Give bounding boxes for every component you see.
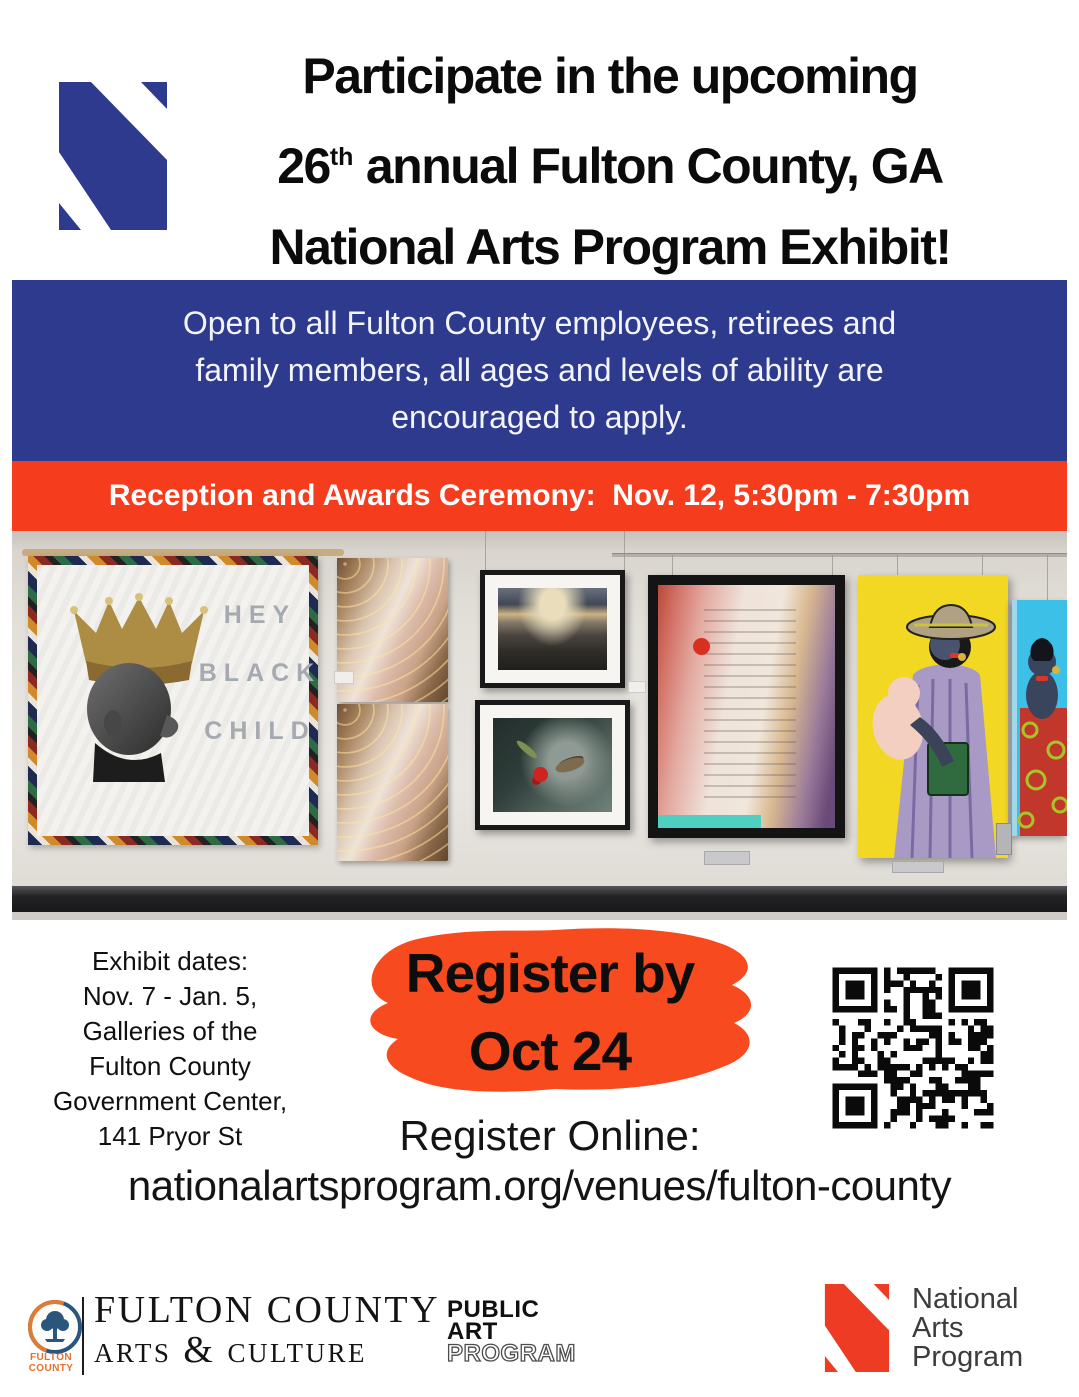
artwork-nameplate [704, 851, 750, 865]
exhibit-dates-line: 141 Pryor St [97, 1121, 243, 1151]
public-art-line-2: ART [447, 1318, 498, 1345]
nap-wordmark-line-2: Arts [912, 1312, 964, 1344]
exhibit-dates-line: Government Center, [52, 1086, 288, 1116]
collage-painting [658, 585, 835, 828]
page-title [150, 36, 1070, 288]
hanging-wire [1047, 555, 1048, 602]
quilt-word-hey: HEY [223, 601, 297, 629]
gallery-wall-photo [12, 531, 1067, 920]
register-deadline-callout [340, 923, 760, 1100]
quilt-word-child: CHILD [204, 717, 316, 745]
eligibility-line-3: encouraged to apply. [391, 399, 688, 435]
seal-caption-line: FULTON [29, 1352, 73, 1363]
nap-wordmark-line-1: National [912, 1283, 1019, 1315]
wall-label [628, 681, 646, 693]
public-art-line-1: PUBLIC [447, 1296, 540, 1323]
public-art-program-wordmark [447, 1296, 576, 1367]
national-arts-program-wordmark [912, 1285, 1023, 1372]
quilt-text [195, 603, 325, 777]
exhibit-dates-line: Nov. 7 - Jan. 5, [82, 981, 258, 1011]
eligibility-line-2: family members, all ages and levels of ability are [195, 352, 884, 388]
collage-teal-strip [658, 815, 761, 828]
register-by-line-2: Oct 24 [468, 1019, 632, 1082]
wordmark-line-2: arts & culture [94, 1329, 367, 1371]
exhibit-dates-line: Galleries of the [82, 1016, 258, 1046]
child-portrait-illustration [79, 657, 189, 782]
reception-banner: Reception and Awards Ceremony: Nov. 12, 5:30pm - 7:30pm [12, 461, 1067, 531]
public-art-line-3: PROGRAM [447, 1340, 576, 1367]
leaf-shape [515, 739, 539, 761]
hanging-wire [672, 555, 673, 577]
artwork-mixed-media-collage [648, 575, 845, 838]
title-line-2: 26th annual Fulton County, GA [277, 138, 943, 194]
exhibit-dates-line: Exhibit dates: [91, 946, 249, 976]
collage-text-texture [704, 609, 796, 799]
fulton-county-arts-wordmark [94, 1290, 440, 1370]
hummingbird-shape [554, 755, 586, 776]
seal-caption-line: COUNTY [28, 1363, 74, 1374]
hummingbird-image [493, 718, 612, 812]
exhibit-dates-block [30, 944, 310, 1154]
seal-caption [18, 1352, 84, 1374]
wall-outlet [996, 823, 1012, 855]
registration-url-link[interactable]: nationalartsprogram.org/venues/fulton-county [127, 1162, 952, 1209]
gallery-floor-edge [12, 912, 1067, 920]
wall-label [334, 671, 354, 684]
hanging-wire [982, 555, 983, 577]
seal-tree-icon [39, 1309, 71, 1345]
artwork-framed-sunset-photo [480, 570, 625, 688]
hanging-rail [612, 553, 1067, 557]
artwork-yellow-painting-woman-with-baby [858, 575, 1008, 858]
artwork-right-edge-painting [1012, 600, 1067, 836]
artwork-quilt-hey-black-child [28, 556, 322, 845]
eligibility-banner [12, 280, 1067, 461]
title-line-3: National Arts Program Exhibit! [269, 219, 951, 275]
nap-wordmark-line-3: Program [912, 1341, 1024, 1373]
ordinal-suffix: th [329, 143, 354, 171]
register-online-label: Register Online: [399, 1112, 701, 1159]
artwork-framed-hummingbird-photo [475, 700, 630, 830]
footer-divider [82, 1297, 84, 1375]
hanging-wire [832, 555, 833, 577]
gallery-floor [12, 886, 1067, 912]
register-by-text [340, 923, 760, 1100]
hanging-wire [897, 555, 898, 577]
artwork-resin-panel-bottom [337, 704, 448, 861]
qr-code [826, 961, 1000, 1135]
sunset-cityscape-image [498, 588, 607, 670]
wordmark-line-1: FULTON COUNTY [94, 1289, 441, 1331]
exhibit-dates-line: Fulton County [89, 1051, 251, 1081]
hanging-wire [624, 531, 625, 571]
quilt-interior [37, 565, 322, 836]
register-by-line-1: Register by [405, 941, 695, 1004]
eligibility-line-1: Open to all Fulton County employees, retirees and [182, 305, 897, 341]
hanging-wire [485, 531, 486, 571]
red-flower-shape [533, 767, 548, 782]
quilt-rod [22, 549, 344, 556]
artwork-nameplate [892, 861, 944, 873]
quilt-word-black: BLACK [198, 659, 322, 687]
fulton-county-seal-icon [28, 1300, 82, 1354]
national-arts-program-logo-red-icon [824, 1284, 890, 1372]
title-line-1: Participate in the upcoming [302, 48, 918, 104]
